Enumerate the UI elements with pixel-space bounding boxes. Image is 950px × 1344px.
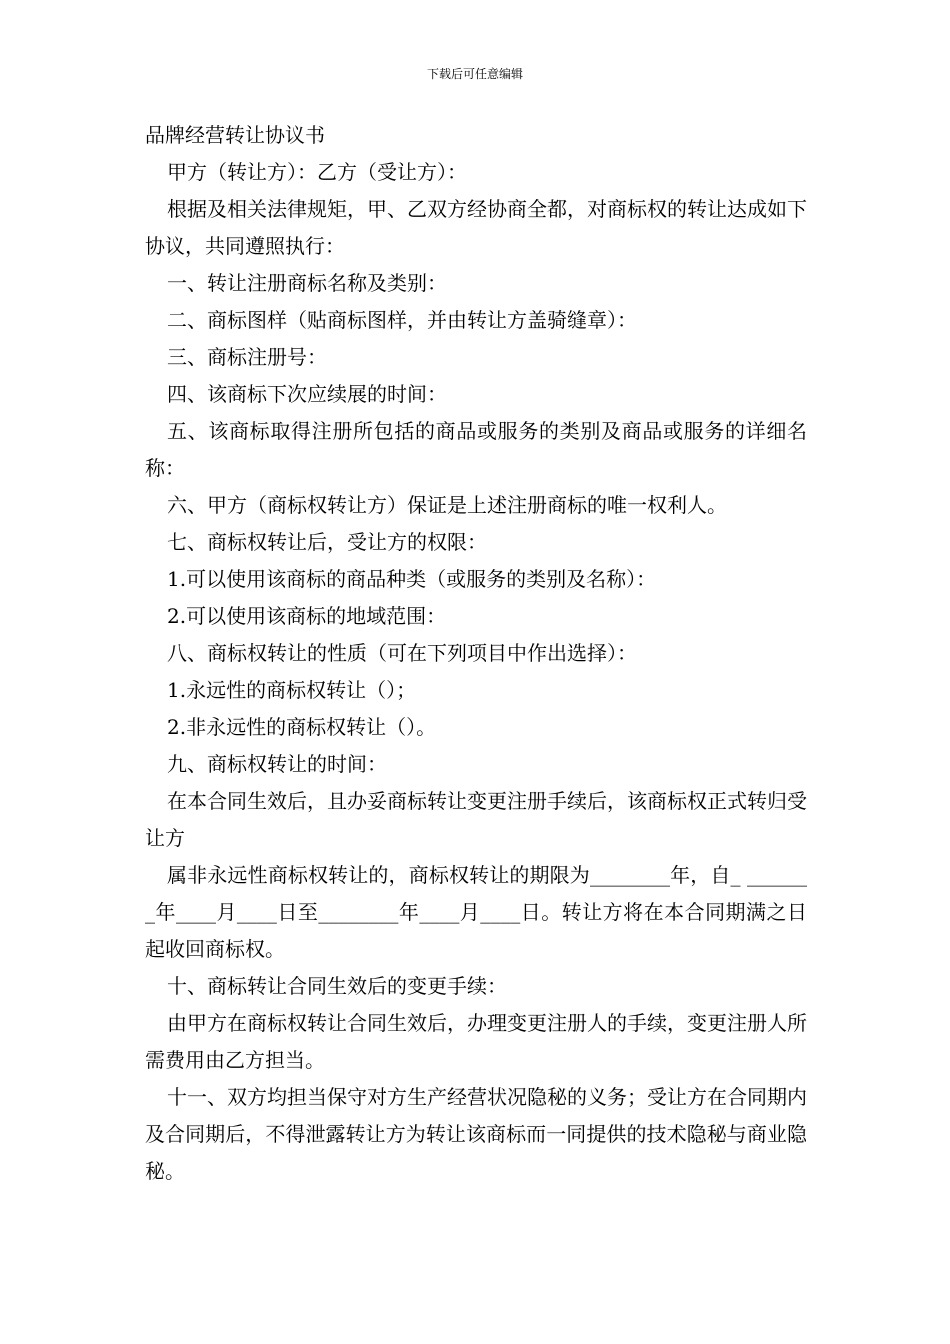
paragraph-clause-7-item-1: 1.可以使用该商标的商品种类（或服务的类别及名称）： xyxy=(167,567,657,591)
paragraph-transfer-term: 属非永远性商标权转让的，商标权转让的期限为________年，自_ _______年____月____日至________年____月____日。转让方将在本合同期满之日起收回商标权。 xyxy=(145,863,807,961)
paragraph-clause-7-item-2: 2.可以使用该商标的地域范围： xyxy=(167,604,447,628)
paragraph-clause-9-body: 在本合同生效后，且办妥商标转让变更注册手续后，该商标权正式转归受让方 xyxy=(145,789,807,850)
paragraph-parties: 甲方（转让方）：乙方（受让方）： xyxy=(167,160,467,184)
paragraph-clause-4: 四、该商标下次应续展的时间： xyxy=(167,382,447,406)
paragraph-preamble: 根据及相关法律规矩，甲、乙双方经协商全都，对商标权的转让达成如下协议，共同遵照执行： xyxy=(145,197,807,258)
page-header: 下载后可任意编辑 xyxy=(426,67,523,81)
paragraph-clause-8-item-2: 2.非永远性的商标权转让（）。 xyxy=(167,715,437,739)
paragraph-clause-11: 十一、双方均担当保守对方生产经营状况隐秘的义务；受让方在合同期内及合同期后，不得泄露转让方为转让该商标而一同提供的技术隐秘与商业隐秘。 xyxy=(145,1085,807,1183)
paragraph-clause-8: 八、商标权转让的性质（可在下列项目中作出选择）： xyxy=(167,641,637,665)
paragraph-clause-2: 二、商标图样（贴商标图样，并由转让方盖骑缝章）： xyxy=(167,308,637,332)
paragraph-clause-10-body: 由甲方在商标权转让合同生效后，办理变更注册人的手续，变更注册人所需费用由乙方担当。 xyxy=(145,1011,807,1072)
paragraph-clause-5: 五、该商标取得注册所包括的商品或服务的类别及商品或服务的详细名称： xyxy=(145,419,807,480)
document-title: 品牌经营转让协议书 xyxy=(145,123,325,147)
paragraph-clause-3: 三、商标注册号： xyxy=(167,345,327,369)
paragraph-clause-8-item-1: 1.永远性的商标权转让（）； xyxy=(167,678,417,702)
paragraph-clause-10: 十、商标转让合同生效后的变更手续： xyxy=(167,974,507,998)
paragraph-clause-6: 六、甲方（商标权转让方）保证是上述注册商标的唯一权利人。 xyxy=(167,493,727,517)
paragraph-clause-1: 一、转让注册商标名称及类别： xyxy=(167,271,447,295)
paragraph-clause-7: 七、商标权转让后，受让方的权限： xyxy=(167,530,487,554)
paragraph-clause-9: 九、商标权转让的时间： xyxy=(167,752,387,776)
document-body xyxy=(145,117,807,1190)
